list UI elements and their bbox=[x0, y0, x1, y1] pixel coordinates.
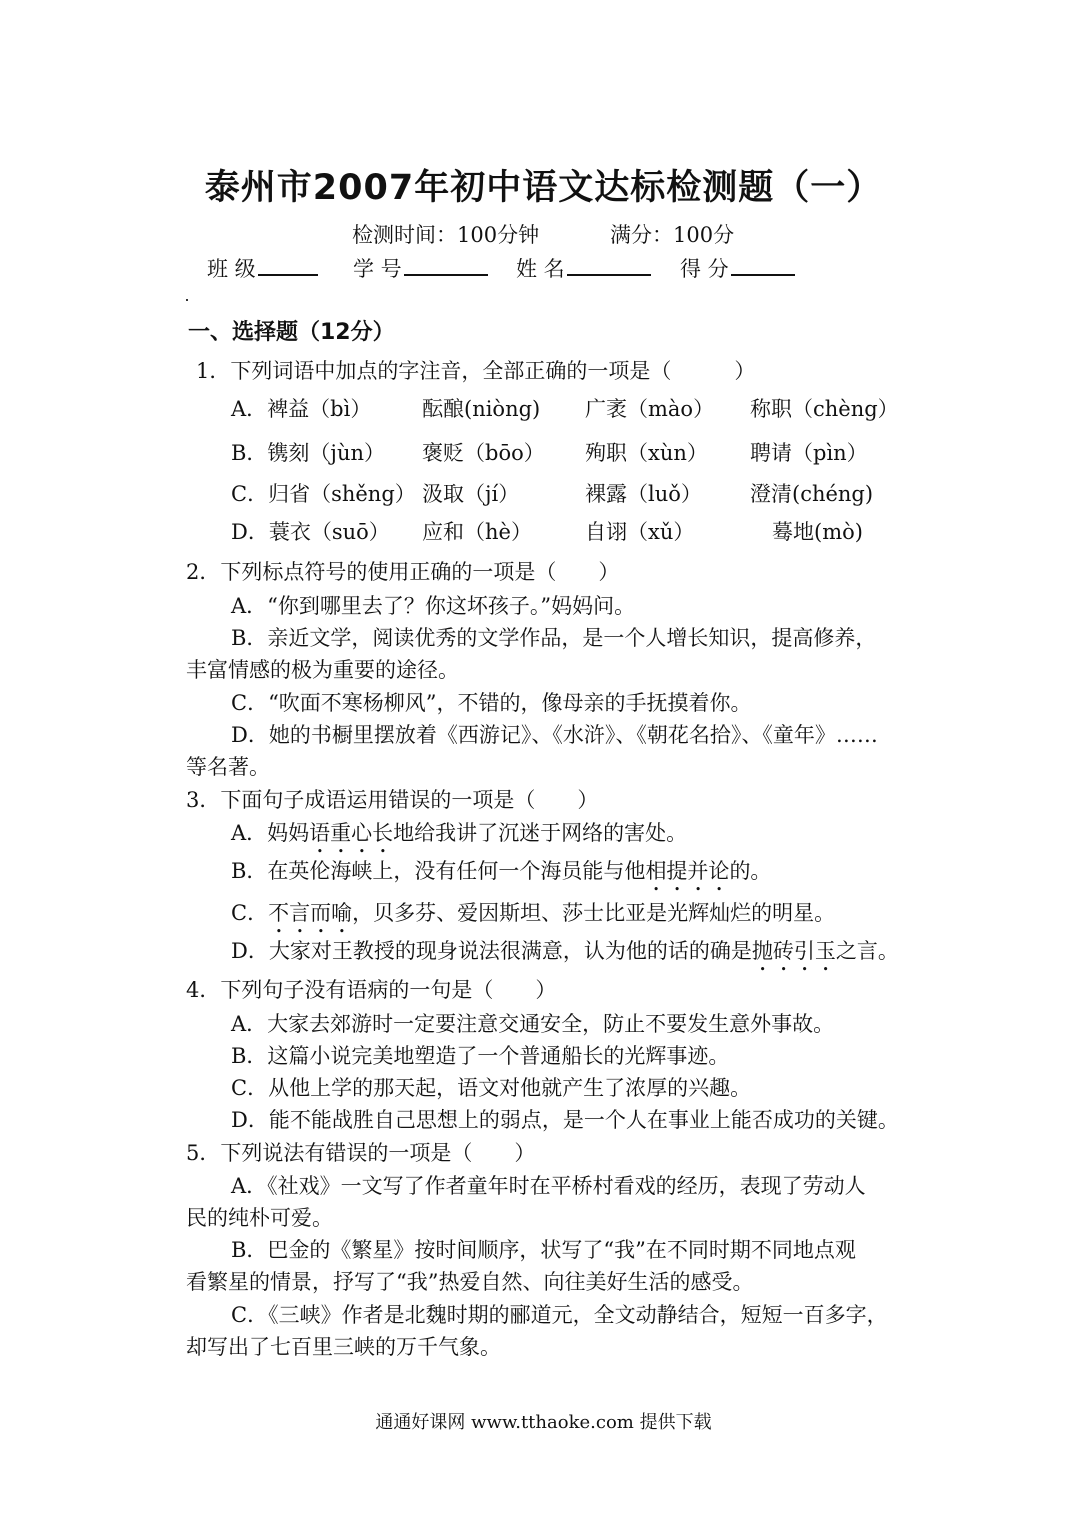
q1-option-d4: 蓦地(mò) bbox=[772, 520, 863, 544]
q3-b-text-pre: B．在英伦海峡上，没有任何一个海员能与他 bbox=[231, 859, 646, 883]
q3-a-text-post: 地给我讲了沉迷于网络的害处。 bbox=[393, 821, 688, 845]
q1-option-a1: A．裨益（bì） bbox=[231, 397, 372, 421]
page-footer: 通通好课网 www.tthaoke.com 提供下载 bbox=[375, 1412, 712, 1433]
q1-option-c1: C．归省（shěng） bbox=[231, 482, 416, 506]
q1-option-b1: B．镌刻（jùn） bbox=[231, 441, 385, 465]
name-field bbox=[516, 252, 651, 283]
q3-d-text-pre: D．大家对王教授的现身说法很满意，认为他的话的确是 bbox=[231, 939, 752, 963]
q1-option-c4: 澄清(chéng) bbox=[750, 482, 874, 506]
q2-option-d-line2: 等名著。 bbox=[186, 755, 270, 779]
q1-option-d3: 自诩（xǔ） bbox=[585, 520, 695, 544]
student-no-field bbox=[353, 252, 488, 283]
section-heading-choice: 一、选择题（12分） bbox=[188, 320, 395, 345]
q1-option-c2: 汲取（jí） bbox=[422, 482, 520, 506]
question-3-stem: 3．下面句子成语运用错误的一项是（ ） bbox=[186, 788, 599, 812]
q1-option-a4: 称职（chèng） bbox=[750, 397, 899, 421]
q3-c-idiom: 不言而喻 bbox=[268, 901, 353, 925]
q4-option-a: A．大家去郊游时一定要注意交通安全，防止不要发生意外事故。 bbox=[231, 1012, 835, 1036]
q4-option-b: B．这篇小说完美地塑造了一个普通船长的光辉事迹。 bbox=[231, 1044, 730, 1068]
q3-a-idiom: 语重心长 bbox=[309, 821, 394, 845]
q4-option-d: D．能不能战胜自己思想上的弱点，是一个人在事业上能否成功的关键。 bbox=[231, 1108, 899, 1132]
q2-option-c: C．“吹面不寒杨柳风”，不错的，像母亲的手抚摸着你。 bbox=[231, 691, 752, 715]
student-no-label: 学 号 bbox=[353, 257, 402, 281]
q3-a-text-pre: A．妈妈 bbox=[231, 821, 310, 845]
name-label: 姓 名 bbox=[516, 257, 565, 281]
q2-option-b-line1: B．亲近文学，阅读优秀的文学作品，是一个人增长知识，提高修养， bbox=[231, 626, 877, 650]
q3-option-c bbox=[231, 897, 835, 938]
q5-option-a-line2: 民的纯朴可爱。 bbox=[186, 1206, 333, 1230]
question-1-stem: 1．下列词语中加点的字注音，全部正确的一项是（ ） bbox=[196, 359, 756, 383]
score-label: 得 分 bbox=[680, 257, 729, 281]
q2-option-b-line2: 丰富情感的极为重要的途径。 bbox=[186, 658, 459, 682]
q1-option-a2: 酝酿(niòng) bbox=[422, 397, 541, 421]
question-5-stem: 5．下列说法有错误的一项是（ ） bbox=[186, 1141, 536, 1165]
name-blank[interactable] bbox=[567, 252, 651, 276]
exam-duration: 检测时间：100分钟 bbox=[352, 223, 540, 247]
q3-option-d bbox=[231, 935, 899, 976]
q1-option-d2: 应和（hè） bbox=[422, 520, 532, 544]
q5-option-b-line2: 看繁星的情景，抒写了“我”热爱自然、向往美好生活的感受。 bbox=[186, 1270, 754, 1294]
exam-title: 泰州市2007年初中语文达标检测题（一） bbox=[204, 168, 883, 208]
score-blank[interactable] bbox=[731, 252, 795, 276]
question-2-stem: 2．下列标点符号的使用正确的一项是（ ） bbox=[186, 560, 620, 584]
q1-option-d1: D．蓑衣（suō） bbox=[231, 520, 390, 544]
scan-speck bbox=[186, 299, 188, 301]
q1-option-a3: 广袤（mào） bbox=[585, 397, 715, 421]
q1-option-c3: 裸露（luǒ） bbox=[585, 482, 702, 506]
q3-d-idiom: 抛砖引玉 bbox=[751, 939, 836, 963]
q2-option-a: A．“你到哪里去了？你这坏孩子。”妈妈问。 bbox=[231, 594, 636, 618]
q3-option-a bbox=[231, 817, 687, 858]
q3-c-text-post: ，贝多芬、爱因斯坦、莎士比亚是光辉灿烂的明星。 bbox=[352, 901, 836, 925]
q5-option-c-line1: C．《三峡》作者是北魏时期的郦道元，全文动静结合，短短一百多字， bbox=[231, 1303, 888, 1327]
class-label: 班 级 bbox=[207, 257, 256, 281]
q4-option-c: C．从他上学的那天起，语文对他就产生了浓厚的兴趣。 bbox=[231, 1076, 752, 1100]
exam-full-score: 满分：100分 bbox=[610, 223, 735, 247]
q1-option-b3: 殉职（xùn） bbox=[585, 441, 708, 465]
q1-option-b2: 褒贬（bōo） bbox=[422, 441, 545, 465]
q3-b-text-post: 的。 bbox=[729, 859, 772, 883]
class-blank[interactable] bbox=[258, 252, 318, 276]
class-field bbox=[207, 252, 318, 283]
q1-option-b4: 聘请（pìn） bbox=[750, 441, 868, 465]
score-field bbox=[680, 252, 795, 283]
q3-c-text-pre: C． bbox=[231, 901, 269, 925]
student-no-blank[interactable] bbox=[404, 252, 488, 276]
q3-b-idiom: 相提并论 bbox=[645, 859, 730, 883]
q3-option-b bbox=[231, 855, 771, 896]
q5-option-b-line1: B．巴金的《繁星》按时间顺序，状写了“我”在不同时期不同地点观 bbox=[231, 1238, 856, 1262]
q3-d-text-post: 之言。 bbox=[835, 939, 899, 963]
q5-option-c-line2: 却写出了七百里三峡的万千气象。 bbox=[186, 1335, 501, 1359]
q5-option-a-line1: A．《社戏》一文写了作者童年时在平桥村看戏的经历，表现了劳动人 bbox=[231, 1174, 866, 1198]
q2-option-d-line1: D．她的书橱里摆放着《西游记》、《水浒》、《朝花名拾》、《童年》…… bbox=[231, 723, 878, 747]
question-4-stem: 4．下列句子没有语病的一句是（ ） bbox=[186, 978, 557, 1002]
